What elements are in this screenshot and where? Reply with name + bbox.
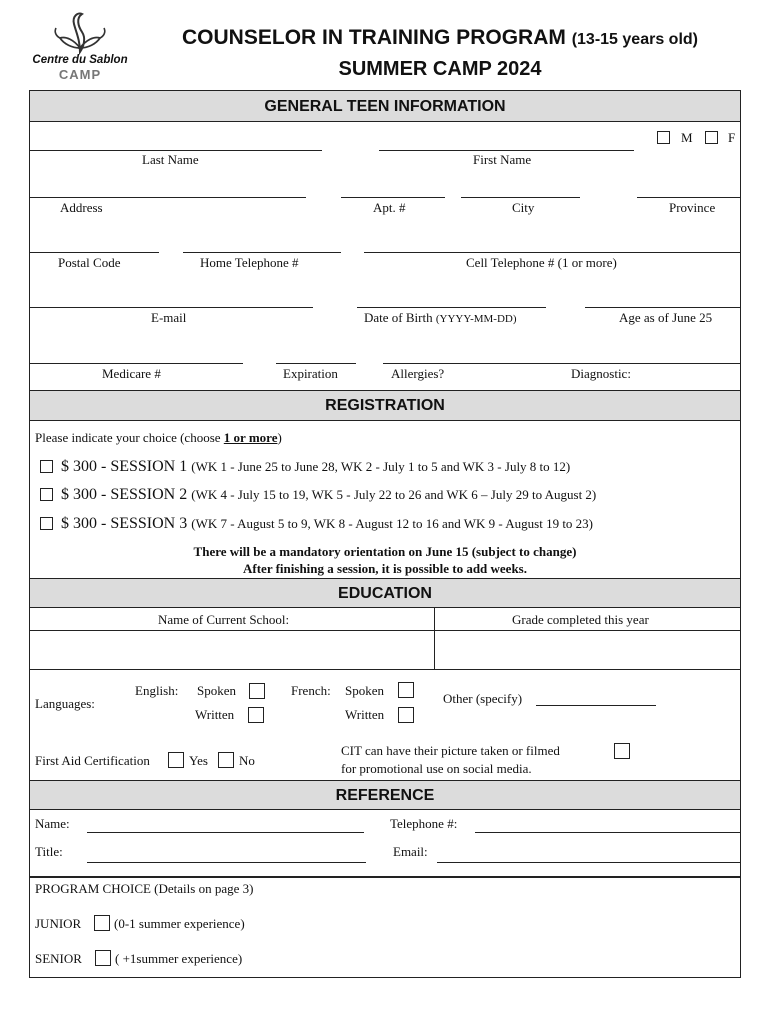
home-tel-field[interactable] (183, 252, 341, 253)
apt-field[interactable] (341, 197, 445, 198)
program-choice-heading: PROGRAM CHOICE (Details on page 3) (35, 881, 254, 896)
instruction-post: ) (277, 430, 282, 445)
orientation-note: There will be a mandatory orientation on June 15 (subject to change) (193, 544, 577, 559)
first-aid-no-label: No (239, 753, 255, 768)
cell-tel-label: Cell Telephone # (1 or more) (466, 255, 617, 270)
session-1-checkbox[interactable] (40, 460, 53, 473)
session-option[interactable] (40, 486, 596, 504)
reference-name-label: Name: (35, 816, 70, 831)
junior-checkbox[interactable] (94, 915, 110, 931)
first-aid-label: First Aid Certification (35, 753, 150, 768)
gender-f-label: F (728, 130, 736, 145)
languages-label: Languages: (35, 696, 95, 711)
allergies-field[interactable] (383, 363, 741, 364)
gender-f-checkbox[interactable] (705, 131, 718, 144)
english-written-label: Written (195, 707, 235, 722)
senior-detail: ( +1summer experience) (115, 951, 243, 966)
expiration-field[interactable] (276, 363, 356, 364)
session-detail: (WK 7 - August 5 to 9, WK 8 - August 12 to 16 and WK 9 - August 19 to 23) (191, 516, 594, 531)
reference-title-field[interactable] (87, 862, 366, 863)
first-aid-no-checkbox[interactable] (218, 752, 234, 768)
grade-input[interactable] (436, 631, 740, 668)
session-2-checkbox[interactable] (40, 488, 53, 501)
address-field[interactable] (29, 197, 306, 198)
education-column-divider (434, 607, 435, 669)
other-language-field[interactable] (536, 705, 656, 706)
dob-text: Date of Birth (364, 310, 433, 325)
first-name-label: First Name (473, 152, 532, 167)
age-field[interactable] (585, 307, 741, 308)
logo-name: Centre du Sablon (32, 54, 128, 66)
leaf-logo-icon (30, 10, 130, 56)
french-label: French: (291, 683, 331, 698)
french-spoken-checkbox[interactable] (398, 682, 414, 698)
diagnostic-label: Diagnostic: (571, 366, 631, 381)
reference-email-field[interactable] (437, 862, 741, 863)
apt-label: Apt. # (373, 200, 406, 215)
age-range: (13-15 years old) (571, 31, 698, 48)
general-frame (29, 90, 741, 392)
reference-name-field[interactable] (87, 832, 364, 833)
general-heading: GENERAL TEEN INFORMATION (29, 90, 741, 122)
english-written-checkbox[interactable] (248, 707, 264, 723)
school-label: Name of Current School: (158, 612, 290, 627)
city-field[interactable] (461, 197, 580, 198)
session-label: $ 300 - SESSION 2 (61, 486, 188, 503)
cit-photo-consent-line1: CIT can have their picture taken or filmed (341, 743, 560, 758)
session-detail: (WK 4 - July 15 to 19, WK 5 - July 22 to 26 and WK 6 – July 29 to August 2) (191, 487, 597, 502)
first-name-field[interactable] (379, 150, 634, 151)
reference-telephone-label: Telephone #: (390, 816, 458, 831)
first-aid-yes-label: Yes (189, 753, 208, 768)
registration-heading: REGISTRATION (29, 390, 741, 421)
session-label: $ 300 - SESSION 3 (61, 515, 188, 532)
age-label: Age as of June 25 (619, 310, 713, 325)
session-3-checkbox[interactable] (40, 517, 53, 530)
french-written-label: Written (345, 707, 385, 722)
city-label: City (512, 200, 535, 215)
grade-label: Grade completed this year (512, 612, 649, 627)
english-spoken-label: Spoken (197, 683, 236, 698)
title-text: COUNSELOR IN TRAINING PROGRAM (182, 26, 566, 49)
cell-tel-field[interactable] (364, 252, 741, 253)
dob-field[interactable] (357, 307, 546, 308)
senior-label: SENIOR (35, 951, 82, 966)
junior-detail: (0-1 summer experience) (114, 916, 245, 931)
registration-instruction (35, 430, 282, 446)
session-option[interactable] (40, 515, 593, 533)
english-label: English: (135, 683, 179, 698)
reference-email-label: Email: (393, 844, 428, 859)
logo-sub: CAMP (58, 67, 102, 82)
reference-heading: REFERENCE (29, 780, 741, 810)
dob-label (364, 310, 517, 326)
junior-label: JUNIOR (35, 916, 82, 931)
province-label: Province (669, 200, 716, 215)
gender-m-checkbox[interactable] (657, 131, 670, 144)
french-spoken-label: Spoken (345, 683, 384, 698)
instruction-emph: 1 or more (223, 430, 278, 445)
postal-code-field[interactable] (29, 252, 159, 253)
school-input[interactable] (30, 631, 433, 668)
french-written-checkbox[interactable] (398, 707, 414, 723)
email-field[interactable] (29, 307, 313, 308)
last-name-label: Last Name (142, 152, 199, 167)
reference-telephone-field[interactable] (475, 832, 741, 833)
education-divider (29, 669, 741, 670)
postal-code-label: Postal Code (58, 255, 121, 270)
medicare-field[interactable] (29, 363, 243, 364)
email-label: E-mail (151, 310, 187, 325)
senior-checkbox[interactable] (95, 950, 111, 966)
address-label: Address (60, 200, 103, 215)
education-heading: EDUCATION (29, 578, 741, 608)
home-tel-label: Home Telephone # (200, 255, 299, 270)
session-option[interactable] (40, 458, 570, 476)
english-spoken-checkbox[interactable] (249, 683, 265, 699)
first-aid-yes-checkbox[interactable] (168, 752, 184, 768)
province-field[interactable] (637, 197, 741, 198)
session-detail: (WK 1 - June 25 to June 28, WK 2 - July 1 to 5 and WK 3 - July 8 to 12) (191, 459, 571, 474)
last-name-field[interactable] (29, 150, 322, 151)
medicare-label: Medicare # (102, 366, 161, 381)
camp-logo (30, 10, 130, 82)
reference-title-label: Title: (35, 844, 63, 859)
cit-photo-consent-checkbox[interactable] (614, 743, 630, 759)
gender-m-label: M (681, 130, 693, 145)
page-title (140, 26, 740, 50)
instruction-pre: Please indicate your choice (choose (35, 430, 224, 445)
other-language-label: Other (specify) (443, 691, 523, 706)
cit-photo-consent-line2: for promotional use on social media. (341, 761, 532, 776)
expiration-label: Expiration (283, 366, 338, 381)
session-label: $ 300 - SESSION 1 (61, 458, 188, 475)
dob-format: (YYYY-MM-DD) (435, 313, 517, 325)
add-weeks-note: After finishing a session, it is possible to add weeks. (243, 561, 527, 576)
allergies-label: Allergies? (391, 366, 445, 381)
page-subtitle: SUMMER CAMP 2024 (338, 58, 542, 80)
